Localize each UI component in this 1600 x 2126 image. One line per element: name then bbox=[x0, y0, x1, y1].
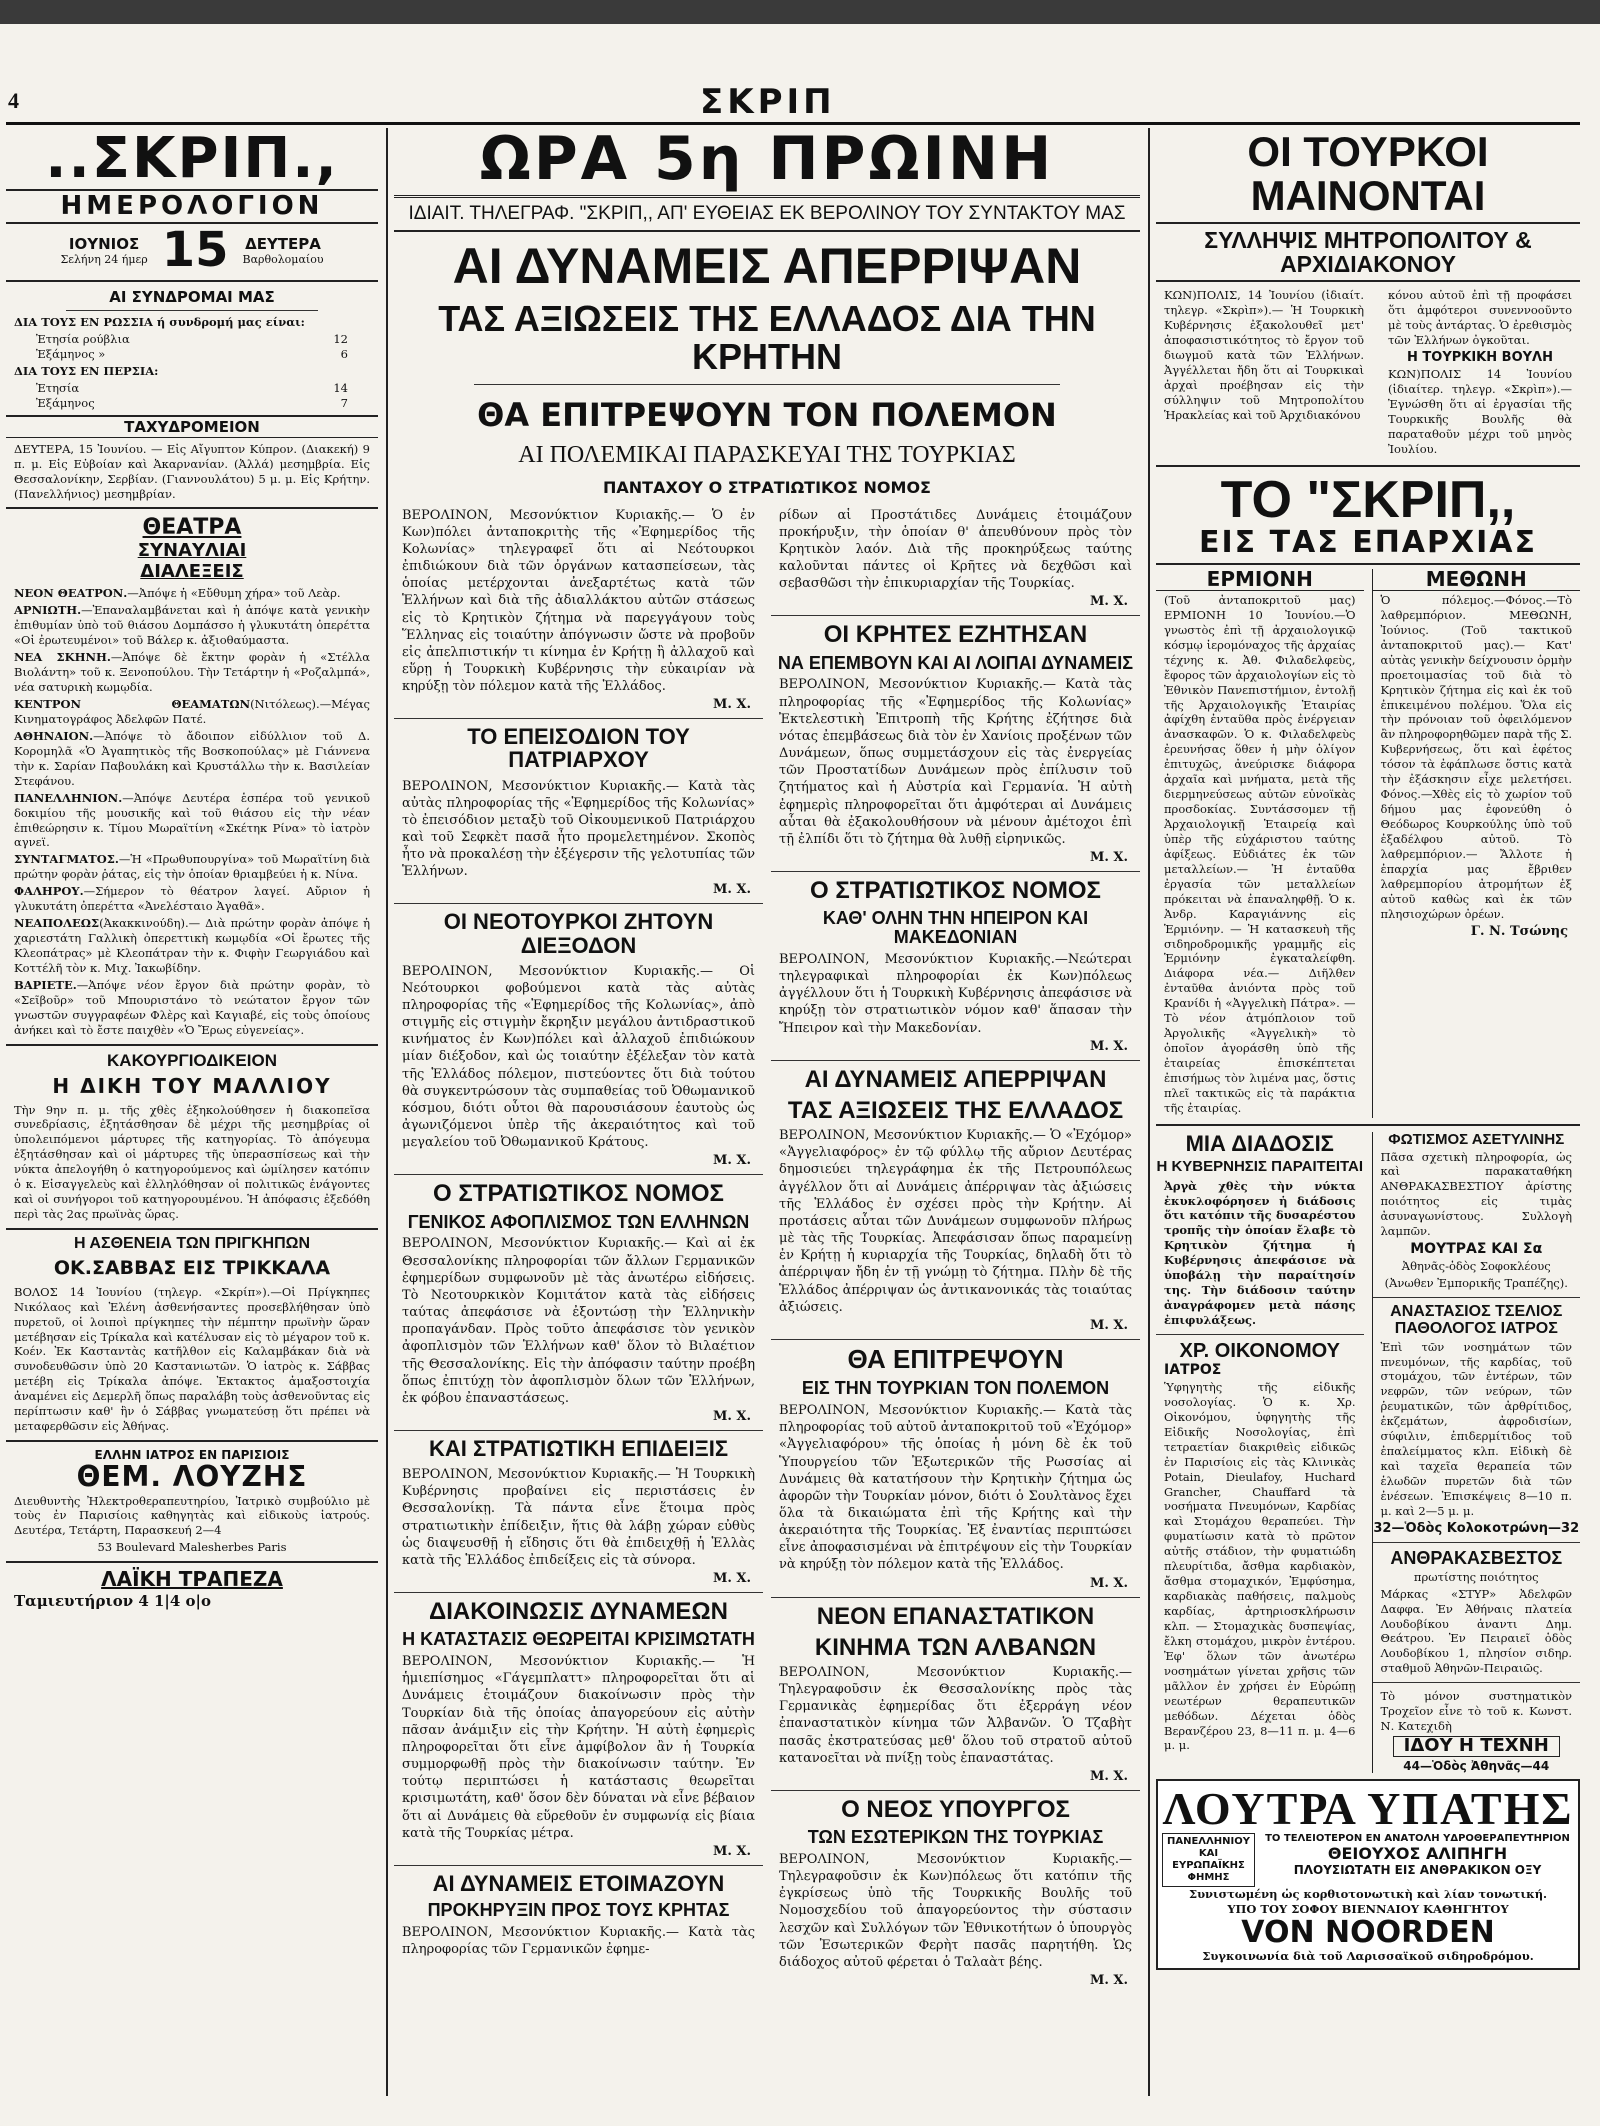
left-column bbox=[6, 128, 378, 2096]
article-signature: Μ. Χ. bbox=[1089, 594, 1128, 610]
concerts-title: ΣΥΝΑΥΛΙΑΙ bbox=[137, 540, 247, 562]
page-number: 4 bbox=[8, 88, 19, 113]
article-signature: Μ. Χ. bbox=[1089, 1973, 1128, 1989]
center-right-subcolumn bbox=[771, 505, 1140, 1993]
column-divider bbox=[386, 128, 388, 2096]
anthrax-subtitle: πρωτίστης ποιότητος bbox=[1413, 1569, 1539, 1584]
rumor-title: ΜΙΑ ΔΙΑΔΟΣΙΣ bbox=[1185, 1130, 1334, 1156]
turks-subhead: ΣΥΛΛΗΨΙΣ ΜΗΤΡΟΠΟΛΙΤΟΥ & ΑΡΧΙΔΙΑΚΟΝΟΥ bbox=[1156, 222, 1580, 282]
theatre-text: —Ἀπόψε νέον ἔργον διὰ πρώτην φορὰν, τὸ «Σεῖβοῦρ» τοῦ Μπουριστάνο τὸ νεώτατον ἔργον τῶν γνωστῶν συγγραφέων Φλὲρς καὶ Καγιαβέ, εἰς τοὺς ὁποίους ἀνήκει καὶ τὸ ἔστε παιχθὲν «Ὁ Ἔρως εὐγενείας». bbox=[14, 977, 370, 1037]
anthrax-title: ΑΝΘΡΑΚΑΣΒΕΣΤΟΣ bbox=[1390, 1547, 1563, 1568]
court-headline: Η ΔΙΚΗ ΤΟΥ ΜΑΛΛΙΟΥ bbox=[52, 1073, 332, 1098]
theatre-item bbox=[14, 697, 370, 727]
article-subtitle: ΚΑΘ' ΟΛΗΝ ΤΗΝ ΗΠΕΙΡΟΝ ΚΑΙ ΜΑΚΕΔΟΝΙΑΝ bbox=[822, 908, 1089, 948]
baths-fame-line: ΠΑΝΕΛΛΗΝΙΟΥ bbox=[1167, 1836, 1250, 1848]
methoni-text: Ὁ πόλεμος.—Φόνος.—Τὸ λαθρεμπόριον. ΜΕΘΩΝΗ, Ἰούνιος. (Τοῦ τακτικοῦ ἀνταποκριτοῦ μας).— Κατ' αὐτὰς γενικὴν δείχνουσιν ὁρμὴν προετοιμασίας τοῦ διὰ τὸ Κρητικὸν ζήτημα εἰς καὶ ἐκ τοῦ ἐπικειμένου πολέμου. Ὅλα εἰς τὴν πρόνοιαν τοῦ ὀφειλόμενον ἂν πληροφορηθῶμεν παρὰ τῆς Σ. Κυβερνήσεως, ὅτι καὶ ἐφέτος τόσον τὰ ἐφάπλωσε ὅστις κατὰ τὴν ἐξάσκησιν εἶχε μελετήσει. Φόνος.—Χθὲς εἰς τὸ χωρίον τοῦ δήμου μας ἐφονεύθη ὁ Θεόδωρος Κουρκούλης ὑπὸ τοῦ ἐξαδέλφου αὐτοῦ. Τὸ λαθρεμπόριον.— Ἄλλοτε ἡ ἐπαρχία μας ἔβριθεν λαθρεμπορίου ἀτρομήτων ἐξ αὐτοῦ καθὼς καὶ ἐκ τῶν πλησιοχώρων ὀρέων. bbox=[1380, 592, 1572, 921]
art-address: 44—Ὁδὸς Ἀθηνᾶς—44 bbox=[1403, 1759, 1550, 1773]
calendar-weekday: ΔΕΥΤΕΡΑ bbox=[245, 234, 321, 253]
theatre-name: ΒΑΡΙΕΤΕ. bbox=[14, 977, 77, 992]
article-text: ρίδων αἱ Προστάτιδες Δυνάμεις ἑτοιμάζουν προκήρυξιν, τὴν ὁποίαν θ' ἀπευθύνουν πρὸς τὸν Κρητικὸν λαόν. Διὰ τῆς προκηρύξεως ταύτης καλοῦνται πάντες οἱ Κρῆτες νὰ δεχθῶσι καὶ σεβασθῶσι τὴν ἐπικυριαρχίαν τῆς Τουρκίας. bbox=[779, 507, 1132, 592]
tselios-role: ΠΑΘΟΛΟΓΟΣ ΙΑΤΡΟΣ bbox=[1394, 1319, 1558, 1337]
article-signature: Μ. Χ. bbox=[712, 882, 751, 898]
doctor-text: Ὑφηγητὴς τῆς εἰδικῆς νοσολογίας. Ὁ κ. Χρ. Οἰκονόμου, ὑφηγητὴς τῆς Εἰδικῆς Νοσολογίας, ἐπὶ τετραετίαν διακριθεὶς εἰδικῶς ἐν Παρισίοις εἰς τὰς Κλινικὰς Potain, Dieulafoy, Huchard Grancher, Chauffard τὰ νοσήματα Πνευμόνων, Καρδίας καὶ Στομάχου θεραπεύει. Τὴν φυματίωσιν κατὰ τὸ πρῶτον αὐτῆς στάδιον, τὴν φυματιώδη πλευρίτιδα, ἄσθμα καρδιακὸν, ἄσθμα στομαχικόν, Ἐμφύσημα, καρδιακὰς παθήσεις, παλμοὺς καρδίας, ἀρτηριοσκλήρωσιν κλπ. — Στομαχικὰς δυσπεψίας, ἔλκη στομάχου, μικρὸν ἐντέρου. Ἐφ' ὅλων τῶν ἀνωτέρω νοσημάτων γίνεται χρῆσις τῶν μᾶλλον ἐν χρήσει ἐν Εὐρώπῃ νεωτέρων θεραπευτικῶν μεθόδων. Δέχεται ὁδὸς Βερανζέρου 23, 8—11 π. μ. 4—6 μ. μ. bbox=[1164, 1379, 1356, 1753]
subscriptions-title: ΑΙ ΣΥΝΔΡΟΜΑΙ ΜΑΣ bbox=[109, 288, 275, 307]
art-title: ΙΔΟΥ Η ΤΕΧΝΗ bbox=[1393, 1736, 1561, 1757]
calendar-saint: Βαρθολομαίου bbox=[242, 252, 324, 266]
court-title: ΚΑΚΟΥΡΓΙΟΔΙΚΕΙΟΝ bbox=[107, 1050, 277, 1070]
article-signature: Μ. Χ. bbox=[1089, 1038, 1128, 1054]
calendar-date bbox=[6, 222, 378, 279]
bank-title: ΛΑΪΚΗ ΤΡΑΠΕΖΑ bbox=[101, 1567, 283, 1592]
baths-line-5: ΥΠΟ ΤΟΥ ΣΟΦΟΥ ΒΙΕΝΝΑΙΟΥ ΚΑΘΗΓΗΤΟΥ bbox=[1227, 1902, 1509, 1917]
article-text: ΒΕΡΟΛΙΝΟΝ, Μεσονύκτιον Κυριακῆς.—Νεώτεραι τηλεγραφικαὶ πληροφορίαι ἐκ Κων)πόλεως ἀγγέλλουν ὅτι ἡ Τουρκικὴ Κυβέρνησις ἀπεφάσισε νὰ κηρύξῃ τὸν στρατιωτικὸν νόμον καθ' ἅπασαν τὴν Ἤπειρον καὶ τὴν Μακεδονίαν. bbox=[779, 952, 1132, 1036]
main-headline: ΩΡΑ 5η ΠΡΩΙΝΗ bbox=[394, 128, 1140, 198]
princes-text: ΒΟΛΟΣ 14 Ἰουνίου (τηλεγρ. «Σκρίπ»).—Οἱ Πρίγκηπες Νικόλαος καὶ Ἑλένη ἀσθενήσαντες προσεβλήθησαν ὑπὸ πυρετοῦ, οἱ λοιποὶ πρίγκηπες τὴν πέμπτην πρωϊνὴν ὥραν μετέβησαν εἰς Τρίκαλα καὶ κατέλυσαν εἰς τὸ μέγαρον τοῦ κ. Κοέν. Ἐκ Κασταντὰς κατῆλθον εἰς Καλαμβάκαν διὰ νὰ συνοδευθῶσιν ὑπὸ 20 Καστανιωτῶν. Ὁ ἰατρὸς κ. Σάββας μετέβη εἰς Τρίκαλα ἀπόψε. Ἐκτακτος ἁμαξοστοιχία ἀναμένει εἰς Δεμερλῆ ὅπως παραλάβη τοὺς ἀσθενοῦντας εἰς περίπτωσιν καθ' ἣν ὁ Σάββας γνωματεύσῃ ὅτι πρέπει νὰ μεταφερθῶσιν εἰς Ἀθήνας. bbox=[14, 1284, 370, 1434]
theatre-name: ΚΕΝΤΡΟΝ ΘΕΑΜΑΤΩΝ bbox=[14, 697, 251, 712]
article-subtitle: ΚΙΝΗΜΑ ΤΩΝ ΑΛΒΑΝΩΝ bbox=[814, 1633, 1097, 1661]
ad-doctor-name: ΘΕΜ. ΛΟΥΖΗΣ bbox=[76, 1460, 308, 1494]
theatre-name: ΝΕΟΝ ΘΕΑΤΡΟΝ. bbox=[14, 586, 128, 601]
article-subtitle: ΕΙΣ ΤΗΝ ΤΟΥΡΚΙΑΝ ΤΟΝ ΠΟΛΕΜΟΝ bbox=[801, 1378, 1110, 1399]
lectures-title: ΔΙΑΛΕΞΕΙΣ bbox=[140, 561, 244, 583]
calendar-month: ΙΟΥΝΙΟΣ bbox=[68, 234, 140, 253]
article-subtitle: ΤΑΣ ΑΞΙΩΣΕΙΣ ΤΗΣ ΕΛΛΑΔΟΣ bbox=[787, 1096, 1124, 1124]
ad-doctor-title: ΕΛΛΗΝ ΙΑΤΡΟΣ ΕΝ ΠΑΡΙΣΙΟΙΣ bbox=[94, 1448, 290, 1463]
post-text: ΔΕΥΤΕΡΑ, 15 Ἰουνίου. — Εἰς Αἴγυπτον Κύπρον. (Διακεκή) 9 π. μ. Εἰς Εὐβοίαν καὶ Ἀκαρνανίαν. (Ἀλλά) μεσημβρία. Εἰς Θεσσαλονίκην, Σερβίαν. (Γιαννουλάτου) 5 μ. μ. Εἰς Κρήτην. (Πανελλήνιος) μεσημβρίαν. bbox=[14, 441, 370, 501]
baths-title: ΛΟΥΤΡΑ ΥΠΑΤΗΣ bbox=[1162, 1783, 1574, 1834]
tselios-address: 32—Ὁδὸς Κολοκοτρώνη—32 bbox=[1373, 1520, 1580, 1536]
tselios-text: Ἐπὶ τῶν νοσημάτων τῶν πνευμόνων, τῆς καρδίας, τοῦ στομάχου, τῶν ἐντέρων, τῶν νεφρῶν, τῶν νεύρων, τῶν ῥευματικῶν, τῶν ἀρθρίτιδος, ἐκζεμάτων, ἀφροδισίων, σύφιλιν, ἐπιδερμίτιδος τοῦ ἐπαλείμματος κλπ. Εἰδικὴ δὲ καὶ ταχεῖα θεραπεία τῶν ἑλωδῶν πυρετῶν διὰ τῶν ἐνέσεων. Ἐπισκέψεις 8—10 π. μ. καὶ 2—5 μ. μ. bbox=[1380, 1339, 1572, 1518]
sub-value: 12 bbox=[333, 332, 348, 347]
baths-fame-line: ΚΑΙ bbox=[1198, 1848, 1219, 1860]
subscriptions-russia-table bbox=[36, 332, 348, 362]
baths-fame-line: ΦΗΜΗΣ bbox=[1187, 1872, 1230, 1884]
subscriptions-persia: ΔΙΑ ΤΟΥΣ ΕΝ ΠΕΡΣΙΑ: bbox=[14, 363, 159, 378]
turks-lead-right: κόνου αὐτοῦ ἐπὶ τῇ προφάσει ὅτι ἀμφότεροι συνεννοοῦντο μὲ τοὺς ἀντάρτας. Ὁ ἐρεθισμὸς τῶν Ἑλλήνων ὀγκοῦται. bbox=[1388, 288, 1572, 348]
top-rule bbox=[6, 122, 1580, 125]
sub-value: 7 bbox=[340, 395, 348, 410]
theatre-name: ΝΕΑ ΣΚΗΝΗ. bbox=[14, 650, 111, 665]
subscriptions-russia: ΔΙΑ ΤΟΥΣ ΕΝ ΡΩΣΣΙΑ ή συνδρομή μας είναι: bbox=[14, 315, 305, 330]
article-signature: Μ. Χ. bbox=[712, 1571, 751, 1587]
article-title: ΑΙ ΔΥΝΑΜΕΙΣ ΕΤΟΙΜΑΖΟΥΝ bbox=[432, 1870, 725, 1896]
theatres-title: ΘΕΑΤΡΑ bbox=[142, 515, 242, 541]
article-subtitle: ΤΩΝ ΕΣΩΤΕΡΙΚΩΝ ΤΗΣ ΤΟΥΡΚΙΑΣ bbox=[807, 1827, 1104, 1848]
banner-martial-law: ΠΑΝΤΑΧΟΥ Ο ΣΤΡΑΤΙΩΤΙΚΟΣ ΝΟΜΟΣ bbox=[603, 477, 931, 497]
article-subtitle: Η ΚΑΤΑΣΤΑΣΙΣ ΘΕΩΡΕΙΤΑΙ ΚΡΙΣΙΜΩΤΑΤΗ bbox=[402, 1629, 755, 1650]
theatre-name: ΝΕΑΠΟΛΕΩΣ bbox=[14, 916, 100, 931]
article-text: ΒΕΡΟΛΙΝΟΝ, Μεσονύκτιον Κυριακῆς.— Ἡ ἡμιεπίσημος «Γάγεμπλαττ» πληροφορεῖται ὅτι αἱ Δυνάμεις ἑτοιμάζουν διακοίνωσιν πρὸς τὴν Τουρκίαν διὰ τῆς ὁποίας ἀπαγορεύουν εἰς αὐτὴν πᾶσαν ἀνάμιξιν εἰς τὴν Κρήτην. Ἡ αὐτὴ ἐφημερὶς πληροφορεῖται ὅτι εἶνε ἀμφίβολον ἂν ἡ Τουρκία συμμορφωθῇ πρὸς τὴν διακοίνωσιν ταύτην. Ἐν τούτῳ περιπτώσει ἡ κατάστασις θεωρεῖται κρισιμωτάτη, καθ' ὅσον δὲν δύναται νὰ εἶνε βέβαιον ὅτι αἱ Δυνάμεις θὰ εὕρεθοῦν ἐν συμφωνίᾳ εἰς βίαια κατὰ τῆς Τουρκίας μέτρα. bbox=[402, 1654, 755, 1841]
article-signature: Μ. Χ. bbox=[712, 1409, 751, 1424]
theatre-text: —Ἀπόψε δὲ ἔκτην φορὰν ἡ «Στέλλα Βιολάντη» τοῦ κ. Ξενοπούλου. Τὴν Τετάρτην ἡ «Ροζαλμπά», νέα σατυρικὴ κωμῳδία. bbox=[14, 650, 370, 695]
turkish-parliament-text: ΚΩΝ)ΠΟΛΙΣ 14 Ἰουνίου (ἰδιαίτερ. τηλεγρ. «Σκρὶπ»).— Ἐγνώσθη ὅτι αἱ ἐργασίαι τῆς Τουρκικῆς Βουλῆς θὰ παραταθοῦν μέχρι τοῦ μηνὸς Ἰουλίου. bbox=[1388, 367, 1572, 456]
sub-label: Ἐτησία bbox=[36, 380, 80, 395]
theatre-item bbox=[14, 791, 370, 851]
calendar-logo: ..ΣΚΡΙΠ., bbox=[45, 128, 339, 191]
turks-headline: ΟΙ ΤΟΥΡΚΟΙ ΜΑΙΝΟΝΤΑΙ bbox=[1247, 128, 1489, 220]
subscriptions-persia-table bbox=[36, 381, 348, 411]
theatre-text: —Ἀπόψε τὸ ἄδοιπον εἰδύλλιον τοῦ Δ. Κορομηλᾶ «Ὁ Ἀγαπητικὸς τῆς Βοσκοπούλας» μὲ Γιάννενα τὴν κ. Σαρίαν Παβουλάκη καὶ Κρυστάλλω τὴν κ. Βασιλείαν Στεφάνου. bbox=[14, 728, 370, 788]
post-title: ΤΑΧΥΔΡΟΜΕΙΟΝ bbox=[6, 415, 378, 438]
rumor-headline: Η ΚΥΒΕΡΝΗΣΙΣ ΠΑΡΑΙΤΕΙΤΑΙ bbox=[1156, 1157, 1364, 1175]
turkish-parliament-head: Η ΤΟΥΡΚΙΚΗ ΒΟΥΛΗ bbox=[1407, 350, 1553, 366]
page-masthead: ΣΚΡΙΠ bbox=[700, 82, 836, 122]
calendar-title: ΗΜΕΡΟΛΟΓΙΟΝ bbox=[6, 189, 378, 224]
lighting-address: Ἀθηνᾶς-ὁδὸς Σοφοκλέους bbox=[1401, 1259, 1551, 1274]
article-text: ΒΕΡΟΛΙΝΟΝ, Μεσονύκτιον Κυριακῆς.— Κατὰ τὰς πληροφορίας τῆς «Ἐφημερίδος τῆς Κολωνίας» Ἐκτελεστικὴ Ἐπιτροπὴ τῆς Κρήτης ἐζήτησε διὰ νότας ἐπεμβάσεως διὰ τὸν ἐν Χανίοις προξένων τῶν Δυνάμεων, ὅπως συμμετάσχουν εἰς τὰς ἐνεργείας τῶν Προστατίδων Δυνάμεων πρὸς ἐπίλυσιν τοῦ ζητήματος καὶ ἡ Αὐστρία καὶ Γερμανία. Ἡ αὐτὴ ἐφημερὶς πληροφορεῖται ὅτι ἀμφότεραι αἱ Δυνάμεις αὗται θὰ ἐξακολουθήσουν νὰ μένουν ἀμέτοχοι ἐπὶ τῇ ἐλπίδι ὅτι τὸ ζήτημα θὰ λυθῇ εἰρηνικῶς. bbox=[779, 677, 1132, 847]
center-column bbox=[394, 128, 1140, 2096]
article-title: ΟΙ ΝΕΟΤΟΥΡΚΟΙ ΖΗΤΟΥΝ ΔΙΕΞΟΔΟΝ bbox=[443, 909, 714, 958]
column-divider bbox=[1148, 128, 1150, 2096]
theatre-item bbox=[14, 852, 370, 882]
doctor-role: ΙΑΤΡΟΣ bbox=[1164, 1361, 1222, 1378]
ermioni-title: ΕΡΜΙΟΝΗ bbox=[1156, 569, 1364, 591]
article-title: Ο ΝΕΟΣ ΥΠΟΥΡΓΟΣ bbox=[841, 1795, 1070, 1823]
article-text: ΒΕΡΟΛΙΝΟΝ, Μεσονύκτιον Κυριακῆς.— Καὶ αἱ ἐκ Θεσσαλονίκης πληροφορίαι τῶν ἄλλων Γερμανικῶν ἐφημερίδων συμφωνοῦν μὲ τὰς ἀνωτέρω εἰδήσεις. Τὸ Νεοτουρκικὸν Κομιτάτον κατὰ τὰς εἰδήσεις ταύτας ἀπεφάσισε νὰ ἐξοντώσῃ τὴν Ἑλληνικὴν προπαγάνδαν. Πρὸς τοῦτο ἀπεφάσισε τὸν γενικὸν ἀφοπλισμὸν τῶν Ἑλλήνων καθ' ὅλον τὸ Βιλαέτιον τῆς Θεσσαλονίκης. Εἰς τὴν ἀπόφασιν ταύτην προέβη ὅπως ἐπιτύχῃ τὸν ἀφοπλισμὸν ὅλων τῶν Ἑλλήνων, ἐκ φόβου ἐπαναστάσεως. bbox=[402, 1236, 755, 1406]
ermioni-text: (Τοῦ ἀνταποκριτοῦ μας) ΕΡΜΙΟΝΗ 10 Ἰουνίου.—Ὁ γνωστὸς ἐπὶ τῇ ἀρχαιολογικῷ κόσμῳ ἱερομόναχος τῆς ἀρχαίας τέχνης κ. Ἀθ. Φιλαδελφεὺς, ἔφορος τῶν ἀρχαιολογίων εἰς τὸ Ἐθνικὸν Πανεπιστήμιον, ἐντολῇ τῆς Ἀρχαιολογικῆς Ἑταιρίας ἀφίχθη ἐνταῦθα πρὸς ἐνέργειαν ἀνασκαφῶν. Ὁ κ. Φιλαδελφεὺς ἐρευνήσας ὅθεν ἡ μὴν ὁλίγον ἐπιτυχῶς, ἀνεύρισκε διάφορα ἀρχαῖα καὶ μνήματα, μετὰ τῆς διερμηνεύσεως αὐτῶν εὐνοϊκὰς προσδοκίας. Συντάσσομεν τῇ Ἀρχαιολογικῇ Ἑταιρείᾳ καὶ ὑπὲρ τῆς εὐχάριστου ταύτης ἀφίξεως. Εὐδιάτες ἐκ τῶν μεταλλείων.— Ἡ ἐνταῦθα ἐργασία τῶν μεταλλείων πρόκειται νὰ ἐπαναληφθῇ. Ὁ κ. Ἀνδρ. Καραγιάννης εἰς Ἑρμιόνην. — Ἡ κατασκευὴ τῆς σιδηροδρομικῆς γραμμῆς εἰς Ἑρμιόνην ἐγκαταλείφθη. Διάφορα νέα.— Διῆλθεν ἐνταῦθα ἀνιόντα πρὸς τοῦ Κρανίδι ἡ «Ἀγγελικὴ Πάτρα». — Τὸ νέον ἀτμόπλοιον τοῦ Ἀργολικῆς «Ἀγγελικὴ» τὸ ὁποῖον ἀγοράσθη ὑπὸ τῆς ἐταιρείας ἐπισκέπτεται ἐπισήμως τὸν λιμένα μας, ὅστις πλεῖ τακτικῶς εἰς τὰ παράκτια τῆς ἐταιρίας. bbox=[1164, 592, 1356, 1115]
baths-fame-line: ΕΥΡΩΠΑΪΚΗΣ bbox=[1172, 1860, 1245, 1872]
article-subtitle: ΠΡΟΚΗΡΥΞΙΝ ΠΡΟΣ ΤΟΥΣ ΚΡΗΤΑΣ bbox=[427, 1899, 730, 1920]
banner-war: ΘΑ ΕΠΙΤΡΕΨΟΥΝ ΤΟΝ ΠΟΛΕΜΟΝ bbox=[477, 396, 1057, 435]
lighting-address-2: (Ἀνωθεν Ἐμπορικῆς Τραπέζης). bbox=[1384, 1276, 1568, 1291]
theatre-item bbox=[14, 603, 370, 648]
sub-label: Ἐτησία ρούβλια bbox=[36, 332, 130, 347]
calendar-day: 15 bbox=[161, 222, 229, 279]
sub-label: Ἐξάμηνος » bbox=[36, 346, 106, 361]
scan-top-band bbox=[0, 0, 1600, 24]
provinces-subtitle: ΕΙΣ ΤΑΣ ΕΠΑΡΧΙΑΣ bbox=[1156, 527, 1580, 565]
banner-preparations: ΑΙ ΠΟΛΕΜΙΚΑΙ ΠΑΡΑΣΚΕΥΑΙ ΤΗΣ ΤΟΥΡΚΙΑΣ bbox=[518, 441, 1016, 468]
theatre-name: ΣΥΝΤΑΓΜΑΤΟΣ. bbox=[14, 852, 119, 867]
article-text: ΒΕΡΟΛΙΝΟΝ, Μεσονύκτιον Κυριακῆς.— Κατὰ τὰς πληροφορίας τοῦ αὐτοῦ ἀνταποκριτοῦ τοῦ «Ἐχόμορ» «Ἀγγελιαφόρου» τῆς ὁποίας ἡ μόνη δὲ ἐκ τοῦ Ὑπουργείου τῶν Ἐξωτερικῶν τῆς Ρωσσίας αἱ Δυνάμεις θὰ κατατήσουν τὴν Κρητικὴν ζήτημα ὡς ἀφορῶν τὴν Τουρκίαν μόνον, διότι ὁ Σουλτὰνος ἔχει ὅλα τὰ δικαιώματα ἐπὶ τῆς Κρήτης καὶ τὴν ἀκεραιότητα τῆς Τουρκίας. Ἐξ ἐναντίας περιπτώσει εἶνε ἀποφασισμέναι νὰ ἐπιτρέψουν εἰς τὴν Τουρκίαν νὰ κηρύξῃ τὸν πόλεμον κατὰ τῆς Ἑλλάδος. bbox=[779, 1403, 1132, 1573]
theatre-text: (Νιτόλεως).—Μέγας Κινηματογράφος Ἀδελφῶν Πατέ. bbox=[14, 697, 370, 726]
article-signature: Μ. Χ. bbox=[1089, 1575, 1128, 1591]
baths-fame-box bbox=[1162, 1833, 1255, 1887]
court-text: Τὴν 9ην π. μ. τῆς χθὲς ἐξηκολούθησεν ἡ διακοπεῖσα συνεδρίασις, ἐξητάσθησαν δὲ μέχρι τῆς μεσημβρίας οἱ ὑπολειπόμενοι μάρτυρες τῆς κατηγορίας. Τὸ ἀπόγευμα ἐξητάσθησαν καὶ οἱ μάρτυρες τῆς ὑπερασπίσεως καὶ τὴν νύκτα ἀπελογήθη ὁ κατηγορούμενος καὶ ὡμίλησεν κατόπιν ὁ κ. Εἰσαγγελεὺς καὶ ἐλληλόθησαν οἱ πολιτικῶς ἐνάγοντες καὶ οἱ συνήγοροι τοῦ κατηγορουμένου. Ἡ ἀπόφασις ἐξεδόθη περὶ τὰς 2ας πρωϊνὰς ὥρας. bbox=[14, 1102, 370, 1222]
theatre-text: —Σήμερον τὸ θέατρον λαγεί. Αὔριον ἡ γλυκυτάτη ὀπερέττα «Ἀνελέσταιο Ἀγαθᾶ». bbox=[14, 884, 370, 914]
theatre-item bbox=[14, 884, 370, 914]
article-subtitle: ΝΑ ΕΠΕΜΒΟΥΝ ΚΑΙ ΑΙ ΛΟΙΠΑΙ ΔΥΝΑΜΕΙΣ bbox=[777, 652, 1134, 673]
theatre-text: —Ἡ «Πρωθυπουργίνα» τοῦ Μωραϊτίνη διὰ πρώτην φορὰν ῥάτας, εἰς τὴν ὁποίαν θριαμβεύει ἡ κ. Νίνα. bbox=[14, 852, 370, 882]
article-signature: Μ. Χ. bbox=[1089, 850, 1128, 866]
theatre-name: ΦΑΛΗΡΟΥ. bbox=[14, 884, 84, 899]
article-title: ΤΟ ΕΠΕΙΣΟΔΙΟΝ ΤΟΥ ΠΑΤΡΙΑΡΧΟΥ bbox=[467, 724, 690, 773]
baths-noorden: VON NOORDEN bbox=[1241, 1915, 1495, 1951]
article-signature: Μ. Χ. bbox=[1089, 1768, 1128, 1784]
calendar-moon: Σελήνη 24 ήμερ bbox=[60, 252, 148, 266]
article-title: ΚΑΙ ΣΤΡΑΤΙΩΤΙΚΗ ΕΠΙΔΕΙΞΙΣ bbox=[428, 1436, 729, 1461]
article-signature: Μ. Χ. bbox=[712, 1153, 751, 1169]
princes-title: Η ΑΣΘΕΝΕΙΑ ΤΩΝ ΠΡΙΓΚΗΠΩΝ bbox=[74, 1235, 310, 1252]
article-title: ΘΑ ΕΠΙΤΡΕΨΟΥΝ bbox=[847, 1343, 1064, 1374]
baths-line-6: Συγκοινωνία διὰ τοῦ Λαρισσαϊκοῦ σιδηροδρόμου. bbox=[1202, 1948, 1534, 1963]
article-signature: Μ. Χ. bbox=[712, 1843, 751, 1859]
skrip-provinces-title: ΤΟ "ΣΚΡΙΠ,, bbox=[1220, 470, 1516, 529]
baths-line-4: Συνιστωμένη ὡς κορθιοτονωτικὴ καὶ λίαν τονωτική. bbox=[1188, 1887, 1548, 1902]
theatre-text: —Ἀπόψε Δευτέρα ἑσπέρα τοῦ γενικοῦ δοκιμίου τῆς μουσικῆς καὶ τοῦ θιάσου εἰς τὴν νέαν ἐπιθεώρησιν κ. Τίμου Μωραϊτίνη «Σκέτηκ Ρίνα» τὸ ἰατρὸν αγνεϊ. bbox=[14, 790, 370, 850]
article-title: ΔΙΑΚΟΙΝΩΣΙΣ ΔΥΝΑΜΕΩΝ bbox=[429, 1598, 728, 1626]
article-title: Ο ΣΤΡΑΤΙΩΤΙΚΟΣ ΝΟΜΟΣ bbox=[433, 1180, 724, 1208]
lighting-title: ΦΩΤΙΣΜΟΣ ΑΣΕΤΥΛΙΝΗΣ bbox=[1388, 1130, 1565, 1148]
doctor-name: ΧΡ. ΟΙΚΟΝΟΜΟΥ bbox=[1179, 1339, 1340, 1362]
baths-ad bbox=[1156, 1779, 1580, 1970]
bank-text: Ταμιευτήριον 4 1|4 ο|ο bbox=[14, 1592, 212, 1611]
baths-line-2: ΘΕΙΟΥΧΟΣ ΑΛΙΠΗΓΗ bbox=[1327, 1844, 1508, 1864]
theatre-item bbox=[14, 916, 370, 976]
theatre-item bbox=[14, 978, 370, 1038]
theatre-name: ΑΡΝΙΩΤΗ. bbox=[14, 603, 82, 618]
rumor-text: Ἀργὰ χθὲς τὴν νύκτα ἐκυκλοφόρησεν ἡ διάδοσις ὅτι κατόπιν τῆς δυσαρέστου τροπῆς τὴν ὁποίαν ἔλαβε τὸ Κρητικὸν ζήτημα ἡ Κυβέρνησις ἀπεφάσισε νὰ ὑποβάλῃ τὴν παραίτησίν της. Τὴν διάδοσιν ταύτην ἀναγράφομεν μετὰ πάσης ἐπιφυλάξεως. bbox=[1164, 1178, 1356, 1328]
theatre-text: (Ἀκακκινούδη).— Διὰ πρώτην φορὰν ἀπόψε ἡ χαριεστάτη Γαλλικὴ ὀπερεττικὴ κωμῳδία «Οἱ ἔρωτες τῆς Κλεοπάτρας» μὲ Κλεοπάτραν τὴν κ. Φιφὴν Γεωργιάδου καὶ Κοττέλῆ τὸν κ. Μιχ. Ἰακωβίδην. bbox=[14, 916, 370, 975]
baths-line-1: ΤΟ ΤΕΛΕΙΟΤΕΡΟΝ ΕΝ ΑΝΑΤΟΛΗ ΥΔΡΟΘΕΡΑΠΕΥΤΗΡΙΟΝ bbox=[1265, 1833, 1570, 1845]
article-text: ΒΕΡΟΛΙΝΟΝ, Μεσονύκτιον Κυριακῆς.— Οἱ Νεότουρκοι φοβούμενοι κατὰ τὰς αὐτὰς πληροφορίας τῆς «Ἐφημερίδος τῆς Κολωνίας», ἀπὸ στιγμῆς εἰς στιγμὴν ἔκρηξιν μεγάλου ἀντιδραστικοῦ κινήματος ἐν Κων)πόλει καὶ ἀλλαχοῦ ἐπιδιώκουν μίαν διέξοδον, καὶ ὡς τοιαύτην ἐξέλεξαν τὸν κατὰ τῆς Ἑλλάδος πόλεμον, πιστεύοντες ὅτι διὰ τούτου θὰ συγκεντρώσουν τὰς συμπαθείας τοῦ Ὀθωμανικοῦ κόσμου, διότι οὗτοι θὰ παρουσιάσουν ἑαυτοὺς ὡς ἀγωνιζόμενοι ὑπὲρ τῆς ἀκεραιότητος καὶ τοῦ μεγαλείου τοῦ Ὀθωμανικοῦ Κράτους. bbox=[402, 963, 755, 1151]
article-title: Ο ΣΤΡΑΤΙΩΤΙΚΟΣ ΝΟΜΟΣ bbox=[810, 877, 1101, 905]
anthrax-text: Μάρκας «ΣΤΥΡ» Ἀδελφῶν Δαφφα. Ἐν Ἀθήναις πλατεία Λουδοβίκου ἀναντι Δημ. Θεάτρου. Ἐν Πειραιεῖ ὁδὸς Λουδοβίκου 1, πλησίον σιδηρ. σταθμοῦ Ἀθηνῶν-Πειραιῶς. bbox=[1380, 1586, 1572, 1676]
sub-label: Ἐξάμηνος bbox=[36, 395, 95, 410]
theatre-text: —Ἐπαναλαμβάνεται καὶ ἡ ἀπόψε κατὰ γενικὴν ἐπιθυμίαν ὑπὸ τοῦ θιάσου Δομπάσσο ἡ γλυκυτάτη ὀπερέττα «Οἱ ἐρωτευμένοι» τοῦ Βάλερ κ. ἀξιοθαύμαστα. bbox=[14, 603, 370, 648]
center-articles bbox=[394, 505, 1140, 1993]
theatre-item bbox=[14, 586, 370, 601]
ad-doctor-text: Διευθυντὴς Ἠλεκτροθεραπευτηρίου, Ἰατρικὸ συμβούλιο μὲ τοὺς ἐν Παρισίοις καθηγητὰς καὶ εἰδικοὺς ἰατρούς. Δευτέρα, Τετάρτη, Παρασκευή 2—4 bbox=[14, 1493, 370, 1538]
sub-value: 6 bbox=[340, 346, 348, 361]
theatre-name: ΑΘΗΝΑΙΟΝ. bbox=[14, 728, 94, 743]
article-title: ΝΕΟΝ ΕΠΑΝΑΣΤΑΤΙΚΟΝ bbox=[816, 1602, 1095, 1630]
art-text: Τὸ μόνον συστηματικὸν Τροχεῖον εἶνε τὸ τοῦ κ. Κωνστ. Ν. Κατεχιδὴ bbox=[1380, 1689, 1572, 1734]
methoni-title: ΜΕΘΩΝΗ bbox=[1373, 569, 1581, 591]
article-text: ΒΕΡΟΛΙΝΟΝ, Μεσονύκτιον Κυριακῆς.— Τηλεγραφοῦσιν ἐκ Θεσσαλονίκης πρὸς τὰς Γερμανικὰς ἐφημερίδας ὅτι ἐξερράγη νέον ἐπαναστατικὸν κίνημα τῶν Ἀλβανῶν. Ὁ Τζαβὴτ πασᾶς ἐκστρατεύσας μεθ' ὅλου τοῦ στρατοῦ αὐτοῦ κατανοεῖται νὰ πνίξῃ τοὺς ἐπαναστάτας. bbox=[779, 1665, 1132, 1766]
article-text: ΒΕΡΟΛΙΝΟΝ, Μεσονύκτιον Κυριακῆς.— Ὁ «Ἐχόμορ» «Ἀγγελιαφόρος» ἐν τῷ φύλλῳ τῆς αὔριον Δευτέρας δημοσιεύει τηλεγράφημα ἐκ τῆς Πετρουπόλεως ἀγγέλλον ὅτι αἱ Δυνάμεις ἀπέρριψαν τὰς ἀξιώσεις τῆς Ἑλλάδος ἐν σχέσει πρὸς τὴν Κρήτην. Αἱ προτάσεις αὗται τῶν Δυνάμεων συμφωνοῦν πλήρως μὲ τὰς τῆς Τουρκίας. Ἀπεφάσισαν ὅπως παραμείνῃ ἐν Κρήτῃ ἡ κυριαρχία τῆς Τουρκίας, δηλαδὴ ὅτι τὸ ἀπέρριψαν ἤδη ἐν τῇ γνώμῃ τὸ ζήτημα. Πλὴν δὲ τῆς Ἑλλάδος ἀπέρριψαν ὡς ἀντικανονικάς τὰς τοιαύτας ἀξιώσεις. bbox=[779, 1128, 1132, 1315]
princes-headline: ΟΚ.ΣΑΒΒΑΣ ΕΙΣ ΤΡΙΚΚΑΛΑ bbox=[53, 1256, 331, 1279]
dateline: ΙΔΙΑΙΤ. ΤΗΛΕΓΡΑΦ. "ΣΚΡΙΠ,, ΑΠ' ΕΥΘΕΙΑΣ ΕΚ ΒΕΡΟΛΙΝΟΥ ΤΟΥ ΣΥΝΤΑΚΤΟΥ ΜΑΣ bbox=[408, 203, 1126, 224]
theatre-item bbox=[14, 729, 370, 789]
article-signature: Μ. Χ. bbox=[1089, 1317, 1128, 1333]
banner-claims: ΤΑΣ ΑΞΙΩΣΕΙΣ ΤΗΣ ΕΛΛΑΔΟΣ ΔΙΑ ΤΗΝ ΚΡΗΤΗΝ bbox=[438, 298, 1096, 378]
article-text: ΒΕΡΟΛΙΝΟΝ, Μεσονύκτιον Κυριακῆς.— Τηλεγραφοῦσιν ἐκ Κων)πόλεως ὅτι κατόπιν τῆς ἐγκρίσεως ὑπὸ τῆς Τουρκικῆς Βουλῆς τοῦ Νομοσχεδίου τοῦ ἀπαγορεύοντος τὴν σύστασιν λεσχῶν καὶ Συλλόγων τῶν Ἐθνικοτήτων ὁ ὑπουργὸς τῶν Ἐσωτερικῶν Φερὴτ πασᾶς παρητήθη. Ὡς διάδοχος αὐτοῦ φέρεται ὁ Ταλαὰτ βέης. bbox=[779, 1852, 1132, 1970]
article-text: ΒΕΡΟΛΙΝΟΝ, Μεσονύκτιον Κυριακῆς.— Κατὰ τὰς πληροφορίας τῶν Γερμανικῶν ἐφημε- bbox=[402, 1924, 755, 1957]
methoni-signature: Γ. Ν. Τσώνης bbox=[1470, 923, 1568, 939]
article-title: ΑΙ ΔΥΝΑΜΕΙΣ ΑΠΕΡΡΙΨΑΝ bbox=[804, 1065, 1107, 1093]
article-text: ΒΕΡΟΛΙΝΟΝ, Μεσονύκτιον Κυριακῆς.— Ἡ Τουρκικὴ Κυβέρνησις προβαίνει εἰς περιστάσεις ἐν Θεσσαλονίκῃ. Τὰ πάντα εἶνε ἕτοιμα πρὸς στρατιωτικὴν ἐπίδειξιν, ἥτις θὰ λάβῃ χώραν εὐθὺς ὡς διαψευσθῇ ἡ εἴδησις ὅτι θὰ ἐπιδειχθῇ ἡ Ἑλλὰς κατὰ τῆς Ἑλλάδος ἐπιδείξεις εἰς τὰ σύνορα. bbox=[402, 1467, 755, 1568]
banner-powers-rejected: ΑΙ ΔΥΝΑΜΕΙΣ ΑΠΕΡΡΙΨΑΝ bbox=[452, 237, 1082, 294]
article-title: ΟΙ ΚΡΗΤΕΣ ΕΖΗΤΗΣΑΝ bbox=[823, 621, 1088, 649]
sub-value: 14 bbox=[333, 380, 348, 395]
theatre-text: —Ἀπόψε ἡ «Εὔθυμη χήρα» τοῦ Λεὰρ. bbox=[127, 586, 341, 601]
right-column bbox=[1156, 128, 1580, 2096]
ad-doctor-address: 53 Boulevard Malesherbes Paris bbox=[97, 1540, 287, 1555]
article-text: ΒΕΡΟΛΙΝΟΝ, Μεσονύκτιον Κυριακῆς.— Ὁ ἐν Κων)πόλει ἀνταποκριτὴς τῆς «Ἐφημερίδος τῆς Κολωνίας» τηλεγραφεῖ ὅτι αἱ Νεότουρκοι ἐπιδιώκουν διὰ τῶν ὀργάνων κατασπείσεων, τὰς ὁποίας μετέρχονται ἀνεξαρτέτως κατὰ τῶν Ἑλλήνων καὶ διὰ τῆς ἀδιαλλάκτου αὐτῶν στάσεως εἰς τὸ Κρητικὸν ζήτημα νὰ παρεγγάγουν τοὺς Ἕλληνας εἰς τοιαύτην ἀπόγνωσιν ὥστε νὰ προβοῦν εἰς ἀπελπιστικήν τι κίνημα ἐν Κρήτῃ ἢ ἀλλαχοῦ καὶ εὕρῃ ἡ Τουρκικὴ Κυβέρνησις τὴν εὐκαιρίαν νὰ κηρύξῃ τὸν πόλεμον κατὰ τῆς Ἑλλάδος. bbox=[402, 507, 755, 695]
theatre-name: ΠΑΝΕΛΛΗΝΙΟΝ. bbox=[14, 790, 123, 805]
article-text: ΒΕΡΟΛΙΝΟΝ, Μεσονύκτιον Κυριακῆς.— Κατὰ τὰς αὐτὰς πληροφορίας τῆς «Ἐφημερίδος τῆς Κολωνίας» τὸ ἐπεισόδιον μεταξὺ τοῦ Οἰκουμενικοῦ Πατριάρχου καὶ τοῦ Σεφκὲτ πασᾶ ἦτο προμελετημένον. Σκοπὸς ἦτο νὰ προκαλέσῃ τὴν ἐξέγερσιν τῆς γελοτυπίας τῶν Ἑλλήνων. bbox=[402, 778, 755, 880]
theatre-listings bbox=[6, 586, 378, 1037]
article-subtitle: ΓΕΝΙΚΟΣ ΑΦΟΠΛΙΣΜΟΣ ΤΩΝ ΕΛΛΗΝΩΝ bbox=[407, 1211, 750, 1232]
lighting-text: Πᾶσα σχετικὴ πληροφορία, ὡς καὶ παρακαταθήκη ΑΝΘΡΑΚΑΣΒΕΣΤΙΟΥ ἀρίστης ποιότητος εἰς τιμὰς ἀσυναγωνίστους. Συλλογὴ λαμπῶν. bbox=[1380, 1149, 1572, 1239]
lighting-name: ΜΟΥΤΡΑΣ ΚΑΙ Σα bbox=[1410, 1241, 1543, 1258]
turks-lead-left: ΚΩΝ)ΠΟΛΙΣ, 14 Ἰουνίου (ἰδιαίτ. τηλεγρ. «Σκρὶπ»).— Ἡ Τουρκικὴ Κυβέρνησις ἐξακολουθεῖ μετ' ἀποφασιστικότητος τὸ ἔργον τοῦ διωγμοῦ κατὰ τῶν Ἑλλήνων. Ἀγγέλλεται ἤδη ὅτι αἱ Τουρκικαὶ ἀρχαὶ προέβησαν εἰς τὴν σύλληψιν τοῦ Μητροπολίτου Ἡρακλείας καὶ τοῦ Ἀρχιδιακόνου bbox=[1164, 288, 1364, 422]
theatre-item bbox=[14, 650, 370, 695]
center-left-subcolumn bbox=[394, 505, 763, 1993]
tselios-name: ΑΝΑΣΤΑΣΙΟΣ ΤΣΕΛΙΟΣ bbox=[1390, 1303, 1563, 1320]
article-signature: Μ. Χ. bbox=[712, 697, 751, 713]
baths-line-3: ΠΛΟΥΣΙΩΤΑΤΗ ΕΙΣ ΑΝΘΡΑΚΙΚΟΝ ΟΞΥ bbox=[1293, 1863, 1542, 1878]
